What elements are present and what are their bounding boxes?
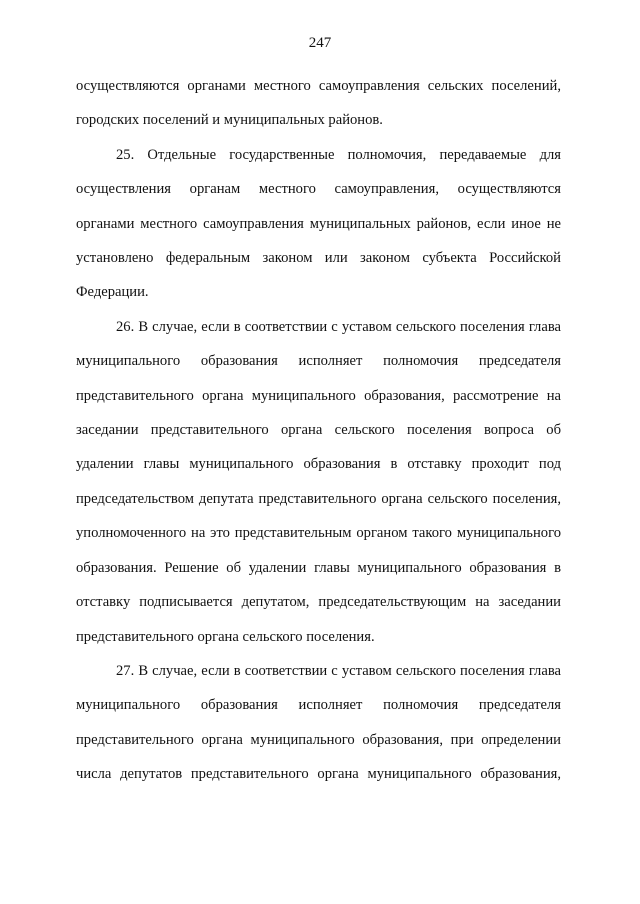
page-number: 247: [308, 35, 332, 51]
paragraph-26: 26. В случае, если в соответствии с уставом сельского поселения глава муниципального образования исполняет полномочия председателя представительного органа муниципального образования, рассмотрение на заседании представительного органа сельского поселения вопроса об удалении главы муниципального образования в отставку проходит под председательством депутата представительного органа сельского поселения, уполномоченного на это представительным органом такого муниципального образования. Решение об удалении главы муниципального образования в отставку подписывается депутатом, председательствующим на заседании представительного органа сельского поселения.: [76, 318, 561, 645]
paragraph-continuation: осуществляются органами местного самоуправления сельских поселений, городских поселений и муниципальных районов.: [76, 78, 561, 129]
paragraph-27: 27. В случае, если в соответствии с уставом сельского поселения глава муниципального образования исполняет полномочия председателя представительного органа муниципального образования, при определении числа депутатов представительного органа муниципального образования,: [76, 662, 561, 783]
paragraph-25: 25. Отдельные государственные полномочия, передаваемые для осуществления органам местного самоуправления, осуществляются органами местного самоуправления муниципальных районов, если иное не установлено федеральным законом или законом субъекта Российской Федерации.: [76, 146, 561, 301]
document-body: [76, 69, 561, 792]
